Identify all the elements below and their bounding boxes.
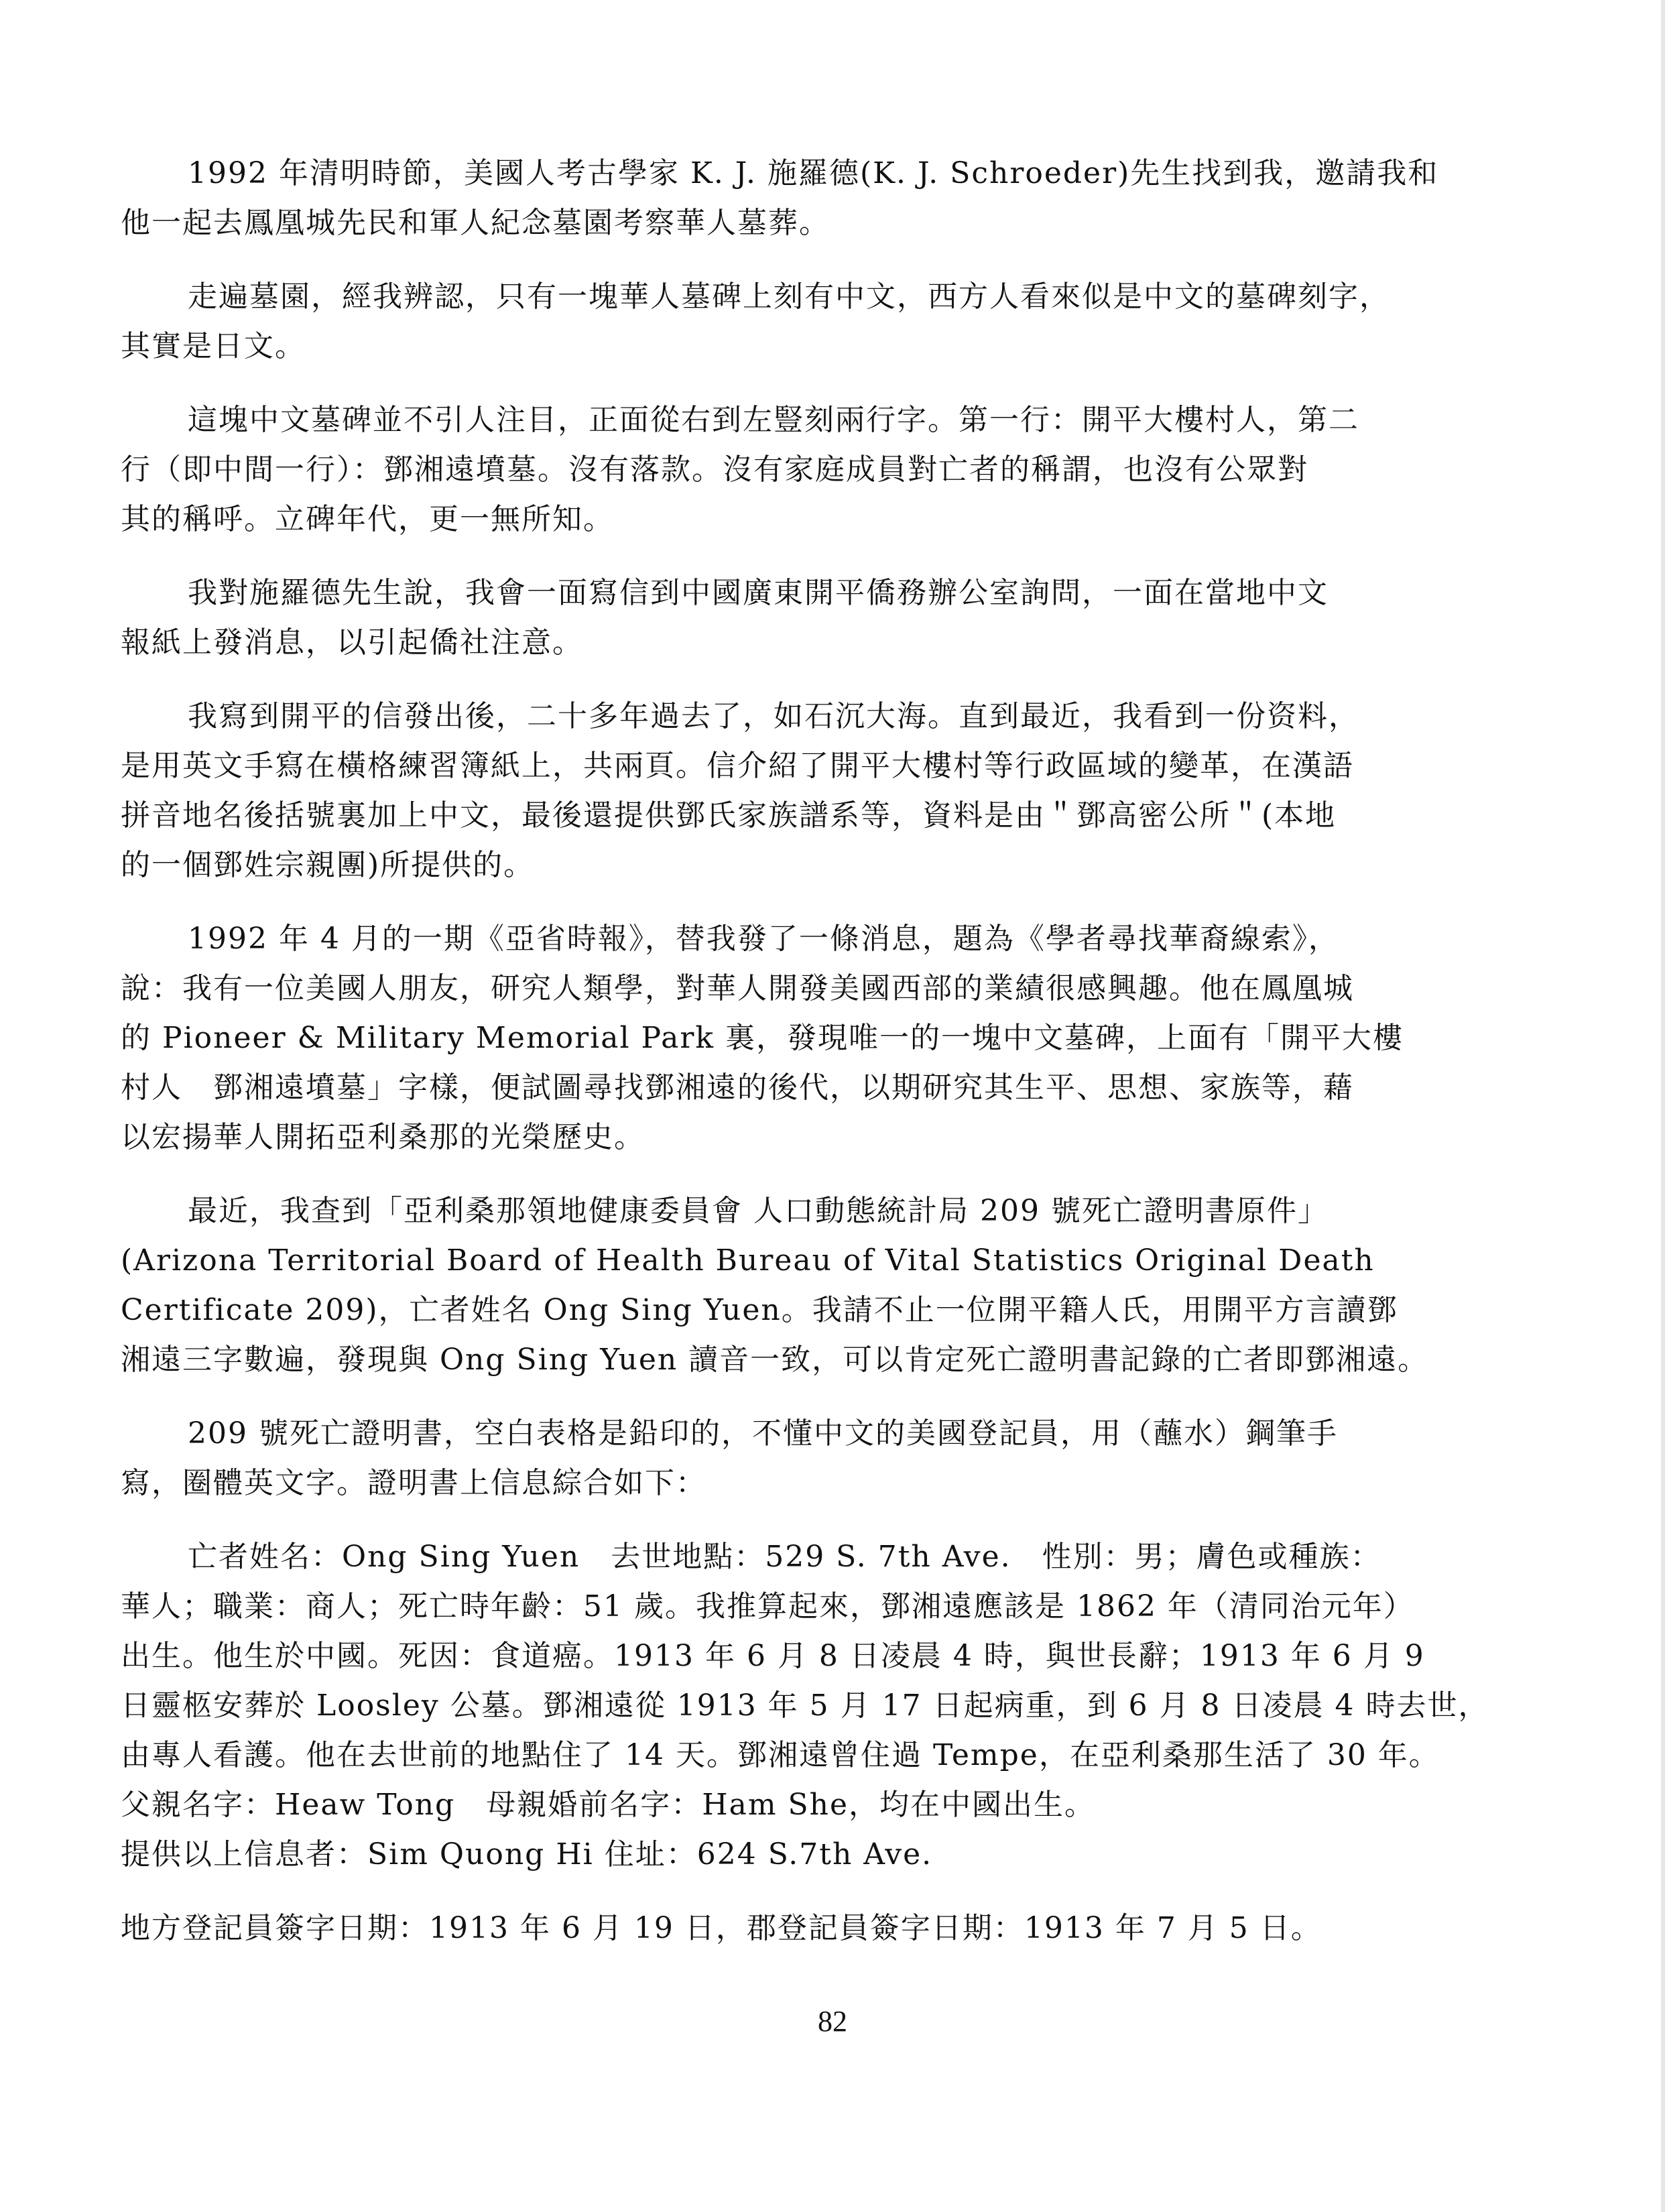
text-line: 華人；職業：商人；死亡時年齡：51 歲。我推算起來，鄧湘遠應該是 1862 年（清同治元年） [121, 1589, 1414, 1623]
text-line: (Arizona Territorial Board of Health Bureau of Vital Statistics Original Death [121, 1243, 1375, 1278]
text-line: 日靈柩安葬於 Loosley 公墓。鄧湘遠從 1913 年 5 月 17 日起病重，到 6 月 8 日凌晨 4 時去世， [121, 1688, 1489, 1723]
paragraph-9-certificate-summary [121, 1532, 1501, 1880]
paragraph-4 [121, 568, 1501, 668]
text-line: 報紙上發消息，以引起僑社注意。 [121, 625, 583, 660]
text-line: 村人 鄧湘遠墳墓」字樣，便試圖尋找鄧湘遠的後代，以期研究其生平、思想、家族等，藉 [121, 1070, 1354, 1105]
text-line: 走遍墓園，經我辨認，只有一塊華人墓碑上刻有中文，西方人看來似是中文的墓碑刻字， [188, 280, 1390, 314]
text-line: 出生。他生於中國。死因：食道癌。1913 年 6 月 8 日凌晨 4 時，與世長辭；1913 年 6 月 9 [121, 1639, 1425, 1673]
text-line: 其的稱呼。立碑年代，更一無所知。 [121, 502, 614, 536]
page-number: 82 [818, 2005, 847, 2038]
text-line: 209 號死亡證明書，空白表格是鉛印的，不懂中文的美國登記員，用（蘸水）鋼筆手 [188, 1416, 1338, 1451]
text-line: 的一個鄧姓宗親團)所提供的。 [121, 848, 535, 882]
text-line: 湘遠三字數遍，發現與 Ong Sing Yuen 讀音一致，可以肯定死亡證明書記錄的亡者即鄧湘遠。 [121, 1343, 1429, 1377]
paragraph-7 [121, 1186, 1501, 1385]
text-line: 這塊中文墓碑並不引人注目，正面從右到左豎刻兩行字。第一行：開平大樓村人，第二 [188, 403, 1359, 437]
text-line: 行（即中間一行）：鄧湘遠墳墓。沒有落款。沒有家庭成員對亡者的稱謂，也沒有公眾對 [121, 452, 1308, 487]
text-line: 由專人看護。他在去世前的地點住了 14 天。鄧湘遠曾住過 Tempe，在亞利桑那生活了 30 年。 [121, 1738, 1440, 1772]
text-line: 地方登記員簽字日期：1913 年 6 月 19 日，郡登記員簽字日期：1913 年 7 月 5 日。 [121, 1911, 1322, 1945]
text-line: 我對施羅德先生說，我會一面寫信到中國廣東開平僑務辦公室詢問，一面在當地中文 [188, 576, 1329, 610]
text-line: 其實是日文。 [121, 329, 306, 363]
text-line: 1992 年 4 月的一期《亞省時報》，替我發了一條消息，題為《學者尋找華裔線索》， [188, 922, 1339, 956]
text-line: 是用英文手寫在橫格練習簿紙上，共兩頁。信介紹了開平大樓村等行政區域的變革，在漢語 [121, 749, 1354, 783]
text-line: 以宏揚華人開拓亞利桑那的光榮歷史。 [121, 1120, 645, 1154]
text-line: 的 Pioneer & Military Memorial Park 裏，發現唯一的一塊中文墓碑，上面有「開平大樓 [121, 1021, 1404, 1055]
paragraph-10 [121, 1904, 1501, 1953]
text-line: 提供以上信息者：Sim Quong Hi 住址：624 S.7th Ave. [121, 1837, 933, 1871]
paragraph-5 [121, 692, 1501, 890]
text-line: 最近，我查到「亞利桑那領地健康委員會 人口動態統計局 209 號死亡證明書原件」 [188, 1194, 1329, 1228]
text-line: 亡者姓名：Ong Sing Yuen 去世地點：529 S. 7th Ave. 性別：男；膚色或種族： [188, 1540, 1381, 1574]
text-line: 拼音地名後括號裏加上中文，最後還提供鄧氏家族譜系等，資料是由＂鄧高密公所＂(本地 [121, 798, 1337, 833]
text-line: 寫，圈體英文字。證明書上信息綜合如下： [121, 1466, 706, 1500]
text-line: 1992 年清明時節，美國人考古學家 K. J. 施羅德(K. J. Schroeder)先生找到我，邀請我和 [188, 156, 1439, 190]
text-line: 父親名字：Heaw Tong 母親婚前名字：Ham She，均在中國出生。 [121, 1788, 1096, 1822]
paragraph-1 [121, 149, 1501, 248]
paragraph-2 [121, 272, 1501, 371]
text-line: 我寫到開平的信發出後，二十多年過去了，如石沉大海。直到最近，我看到一份资料， [188, 699, 1359, 733]
scan-edge-divider [1661, 0, 1665, 2212]
paragraph-6 [121, 914, 1501, 1162]
text-line: Certificate 209)，亡者姓名 Ong Sing Yuen。我請不止一位開平籍人氏，用開平方言讀鄧 [121, 1293, 1398, 1327]
text-line: 說：我有一位美國人朋友，研究人類學，對華人開發美國西部的業績很感興趣。他在鳳凰城 [121, 971, 1354, 1005]
text-line: 他一起去鳳凰城先民和軍人紀念墓園考察華人墓葬。 [121, 206, 830, 240]
paragraph-3 [121, 395, 1501, 544]
paragraph-8 [121, 1409, 1501, 1508]
